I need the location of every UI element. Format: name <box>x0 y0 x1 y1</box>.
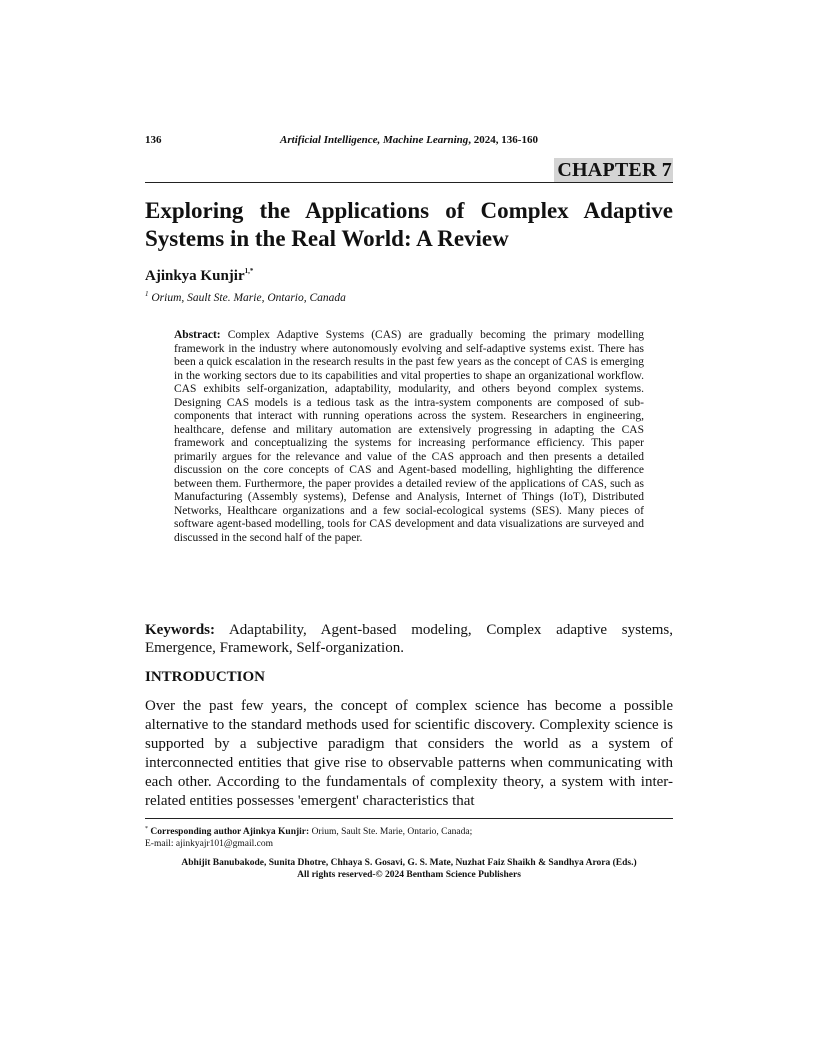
footer-rights: All rights reserved-© 2024 Bentham Science Publishers <box>297 870 521 880</box>
author-name: Ajinkya Kunjir <box>145 268 245 284</box>
chapter-divider <box>145 182 673 183</box>
footnote-email: E-mail: ajinkyajr101@gmail.com <box>145 839 273 849</box>
affiliation-text: Orium, Sault Ste. Marie, Ontario, Canada <box>151 292 346 304</box>
affiliation <box>145 287 346 305</box>
paper-title: Exploring the Applications of Complex Adaptive Systems in the Real World: A Review <box>145 198 673 251</box>
journal-volume-pages: , 2024, 136-160 <box>468 134 538 146</box>
footnote-divider <box>145 818 673 819</box>
footnote <box>145 823 673 850</box>
chapter-label: CHAPTER 7 <box>554 158 673 182</box>
keywords-text: Adaptability, Agent-based modeling, Complex adaptive systems, Emergence, Framework, Self-organization. <box>145 622 673 656</box>
journal-citation <box>145 133 673 147</box>
affiliation-mark: 1 <box>145 290 149 298</box>
publisher-footer <box>145 857 673 881</box>
abstract <box>174 329 644 545</box>
abstract-label: Abstract: <box>174 329 221 341</box>
footnote-text: Orium, Sault Ste. Marie, Ontario, Canada; <box>311 827 473 837</box>
footnote-label: Corresponding author Ajinkya Kunjir: <box>150 827 310 837</box>
author-line <box>145 262 253 285</box>
footnote-mark: * <box>145 826 148 832</box>
abstract-text: Complex Adaptive Systems (CAS) are gradually becoming the primary modelling framework in the industry where autonomously evolving and self-adaptive systems exist. There has been a quick escalation in the research results in the past few years as the concept of CAS is emerging in the working sectors due to its capabilities and vital properties to shape an organizational workflow. CAS exhibits self-organization, adaptability, modularity, and others beyond complex systems. Designing CAS models is a tedious task as the intra-system components are composed of sub-components that interact with running operations across the system. Researchers in engineering, healthcare, defense and military automation are extensively progressing in adapting the CAS framework and conceptualizing the systems for increasing performance efficiency. This paper primarily argues for the relevance and value of the CAS approach and then presents a detailed discussion on the core concepts of CAS and Agent-based modelling, highlighting the difference between them. Furthermore, the paper provides a detailed review of the applications of CAS, such as Manufacturing (Assembly systems), Defense and Analysis, Internet of Things (IoT), Distributed Networks, Healthcare organizations and a few social-ecological systems (SES). Many pieces of software agent-based modelling, tools for CAS development and data visualizations are surveyed and discussed in the second half of the paper. <box>174 329 644 544</box>
author-marks: 1,* <box>244 267 254 275</box>
page-number: 136 <box>145 134 162 146</box>
keywords <box>145 621 673 657</box>
journal-name: Artificial Intelligence, Machine Learning <box>280 134 469 146</box>
keywords-label: Keywords: <box>145 622 215 638</box>
section-heading: INTRODUCTION <box>145 669 266 685</box>
intro-paragraph: Over the past few years, the concept of complex science has become a possible alternative to the standard methods used for scientific discovery. Complexity science is supported by a subjective paradigm that considers the world as a system of interconnected entities that give rise to observable patterns when communicating with each other. According to the fundamentals of complexity theory, a system with inter-related entities possesses 'emergent' characteristics that <box>145 698 673 809</box>
footer-editors: Abhijit Banubakode, Sunita Dhotre, Chhaya S. Gosavi, G. S. Mate, Nuzhat Faiz Shaikh & Sandhya Arora (Eds.) <box>181 858 637 868</box>
